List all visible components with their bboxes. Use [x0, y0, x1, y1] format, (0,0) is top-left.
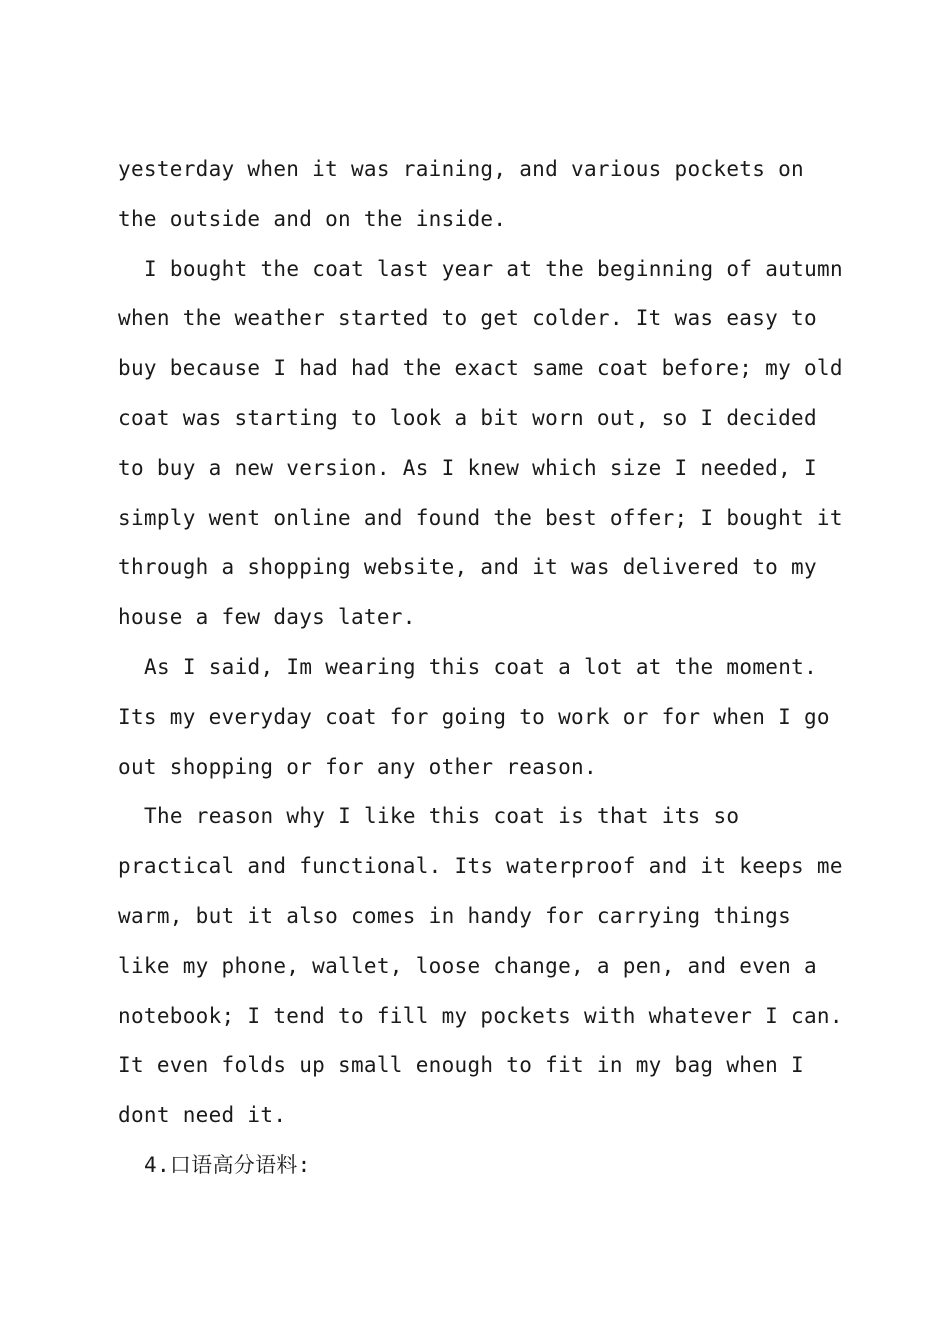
- text-line: buy because I had had the exact same coat before; my old: [118, 356, 843, 381]
- text-line: warm, but it also comes in handy for carrying things: [118, 903, 792, 928]
- text-line: Its my everyday coat for going to work or for when I go: [118, 704, 830, 729]
- text-line: yesterday when it was raining, and various pockets on: [118, 157, 804, 181]
- section-heading: 4.口语高分语料:: [144, 1152, 311, 1177]
- text-line: practical and functional. Its waterproof and it keeps me: [118, 854, 843, 879]
- text-line: to buy a new version. As I knew which size I needed, I: [118, 455, 817, 480]
- text-line: through a shopping website, and it was delivered to my: [118, 555, 817, 580]
- text-line: the outside and on the inside.: [118, 206, 507, 231]
- body-text: [118, 145, 848, 1191]
- text-line: notebook; I tend to fill my pockets with whatever I can.: [118, 1003, 843, 1028]
- text-line: when the weather started to get colder. It was easy to: [118, 306, 817, 331]
- text-line: dont need it.: [118, 1103, 287, 1128]
- paragraph-start-line: As I said, Im wearing this coat a lot at the moment.: [144, 654, 818, 679]
- text-line: house a few days later.: [118, 605, 416, 630]
- paragraph-start-line: The reason why I like this coat is that its so: [144, 804, 740, 829]
- text-line: like my phone, wallet, loose change, a pen, and even a: [118, 953, 817, 978]
- text-line: out shopping or for any other reason.: [118, 754, 597, 779]
- paragraph-start-line: I bought the coat last year at the beginning of autumn: [144, 256, 843, 281]
- text-line: It even folds up small enough to fit in my bag when I: [118, 1053, 804, 1078]
- text-line: simply went online and found the best offer; I bought it: [118, 505, 843, 530]
- text-line: coat was starting to look a bit worn out, so I decided: [118, 405, 817, 430]
